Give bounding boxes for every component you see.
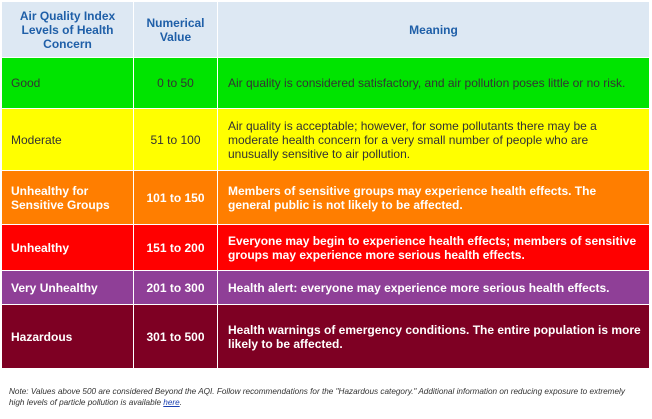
- meaning-cell: Everyone may begin to experience health effects; members of sensitive groups may experience more serious health effects.: [218, 225, 650, 271]
- value-cell: 0 to 50: [134, 58, 218, 109]
- table-row-unhealthy: [2, 225, 650, 271]
- table-row-very-unhealthy: [2, 271, 650, 305]
- aqi-table: [1, 1, 650, 369]
- header-value: Numerical Value: [134, 2, 218, 58]
- table-row-hazardous: [2, 305, 650, 369]
- meaning-cell: Air quality is considered satisfactory, and air pollution poses little or no risk.: [218, 58, 650, 109]
- value-cell: 51 to 100: [134, 109, 218, 171]
- footnote: [9, 386, 639, 408]
- header-level: Air Quality Index Levels of Health Concern: [2, 2, 134, 58]
- level-cell: Moderate: [2, 109, 134, 171]
- meaning-cell: Members of sensitive groups may experience health effects. The general public is not likely to be affected.: [218, 171, 650, 225]
- value-cell: 301 to 500: [134, 305, 218, 369]
- footnote-text: Note: Values above 500 are considered Beyond the AQI. Follow recommendations for the "Hazardous category." Additional information on reducing exposure to extremely high levels of particle pollution is available: [9, 387, 625, 407]
- level-cell: Good: [2, 58, 134, 109]
- value-cell: 201 to 300: [134, 271, 218, 305]
- table-row-moderate: [2, 109, 650, 171]
- level-cell: Very Unhealthy: [2, 271, 134, 305]
- level-cell: Unhealthy for Sensitive Groups: [2, 171, 134, 225]
- footnote-end: .: [179, 398, 182, 407]
- here-link[interactable]: here: [163, 398, 180, 407]
- level-cell: Unhealthy: [2, 225, 134, 271]
- value-cell: 151 to 200: [134, 225, 218, 271]
- meaning-cell: Health alert: everyone may experience more serious health effects.: [218, 271, 650, 305]
- header-row: [2, 2, 650, 58]
- meaning-cell: Health warnings of emergency conditions. The entire population is more likely to be affected.: [218, 305, 650, 369]
- table-row-unhealthy-sensitive: [2, 171, 650, 225]
- level-cell: Hazardous: [2, 305, 134, 369]
- value-cell: 101 to 150: [134, 171, 218, 225]
- table-row-good: [2, 58, 650, 109]
- header-meaning: Meaning: [218, 2, 650, 58]
- meaning-cell: Air quality is acceptable; however, for some pollutants there may be a moderate health concern for a very small number of people who are unusually sensitive to air pollution.: [218, 109, 650, 171]
